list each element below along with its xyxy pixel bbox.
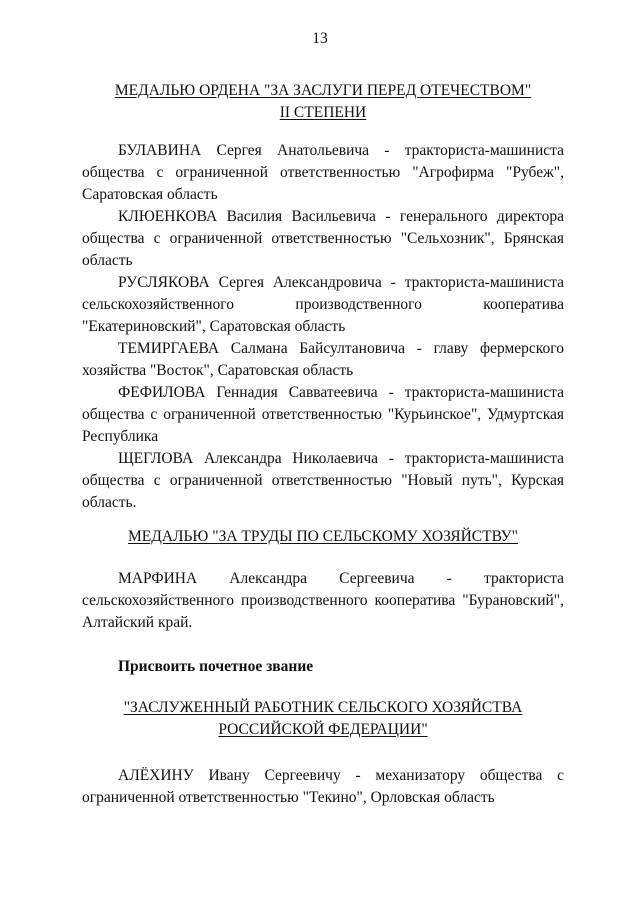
section-heading-order-medal <box>70 80 576 124</box>
assign-title-label: Присвоить почетное звание <box>118 658 314 675</box>
award-entry: РУСЛЯКОВА Сергея Александровича - тракториста-машиниста сельскохозяйственного производственного кооператива "Екатериновский", Саратовская область <box>82 274 564 335</box>
award-list-order-medal <box>82 140 564 514</box>
award-entry: АЛЁХИНУ Ивану Сергеевичу - механизатору общества с ограниченной ответственностью "Текино", Орловская область <box>82 767 564 806</box>
award-entry: МАРФИНА Александра Сергеевича - тракториста сельскохозяйственного производственного кооператива "Бурановский", Алтайский край. <box>82 570 564 631</box>
heading-line: "ЗАСЛУЖЕННЫЙ РАБОТНИК СЕЛЬСКОГО ХОЗЯЙСТВА <box>123 699 523 716</box>
section-heading-honorary-title <box>70 697 576 741</box>
heading-line: МЕДАЛЬЮ ОРДЕНА "ЗА ЗАСЛУГИ ПЕРЕД ОТЕЧЕСТВОМ" <box>114 82 532 99</box>
section-heading-agriculture-medal <box>70 526 576 548</box>
heading-line: МЕДАЛЬЮ "ЗА ТРУДЫ ПО СЕЛЬСКОМУ ХОЗЯЙСТВУ" <box>128 528 518 545</box>
page-number: 13 <box>312 30 328 47</box>
award-list-honorary-title <box>82 765 564 809</box>
heading-line: РОССИЙСКОЙ ФЕДЕРАЦИИ" <box>218 721 428 738</box>
award-entry: ТЕМИРГАЕВА Салмана Байсултановича - главу фермерского хозяйства "Восток", Саратовская область <box>82 340 564 379</box>
heading-line: II СТЕПЕНИ <box>279 104 367 121</box>
award-entry: ФЕФИЛОВА Геннадия Савватеевича - тракториста-машиниста общества с ограниченной ответственностью "Курьинское", Удмуртская Республика <box>82 384 564 445</box>
award-entry: КЛЮЕНКОВА Василия Васильевича - генерального директора общества с ограниченной ответственностью "Сельхозник", Брянская область <box>82 208 564 269</box>
award-list-agriculture-medal <box>82 568 564 634</box>
award-entry: ЩЕГЛОВА Александра Николаевича - тракториста-машиниста общества с ограниченной ответственностью "Новый путь", Курская область. <box>82 450 564 511</box>
award-entry: БУЛАВИНА Сергея Анатольевича - тракториста-машиниста общества с ограниченной ответственностью "Агрофирма "Рубеж", Саратовская область <box>82 142 564 203</box>
